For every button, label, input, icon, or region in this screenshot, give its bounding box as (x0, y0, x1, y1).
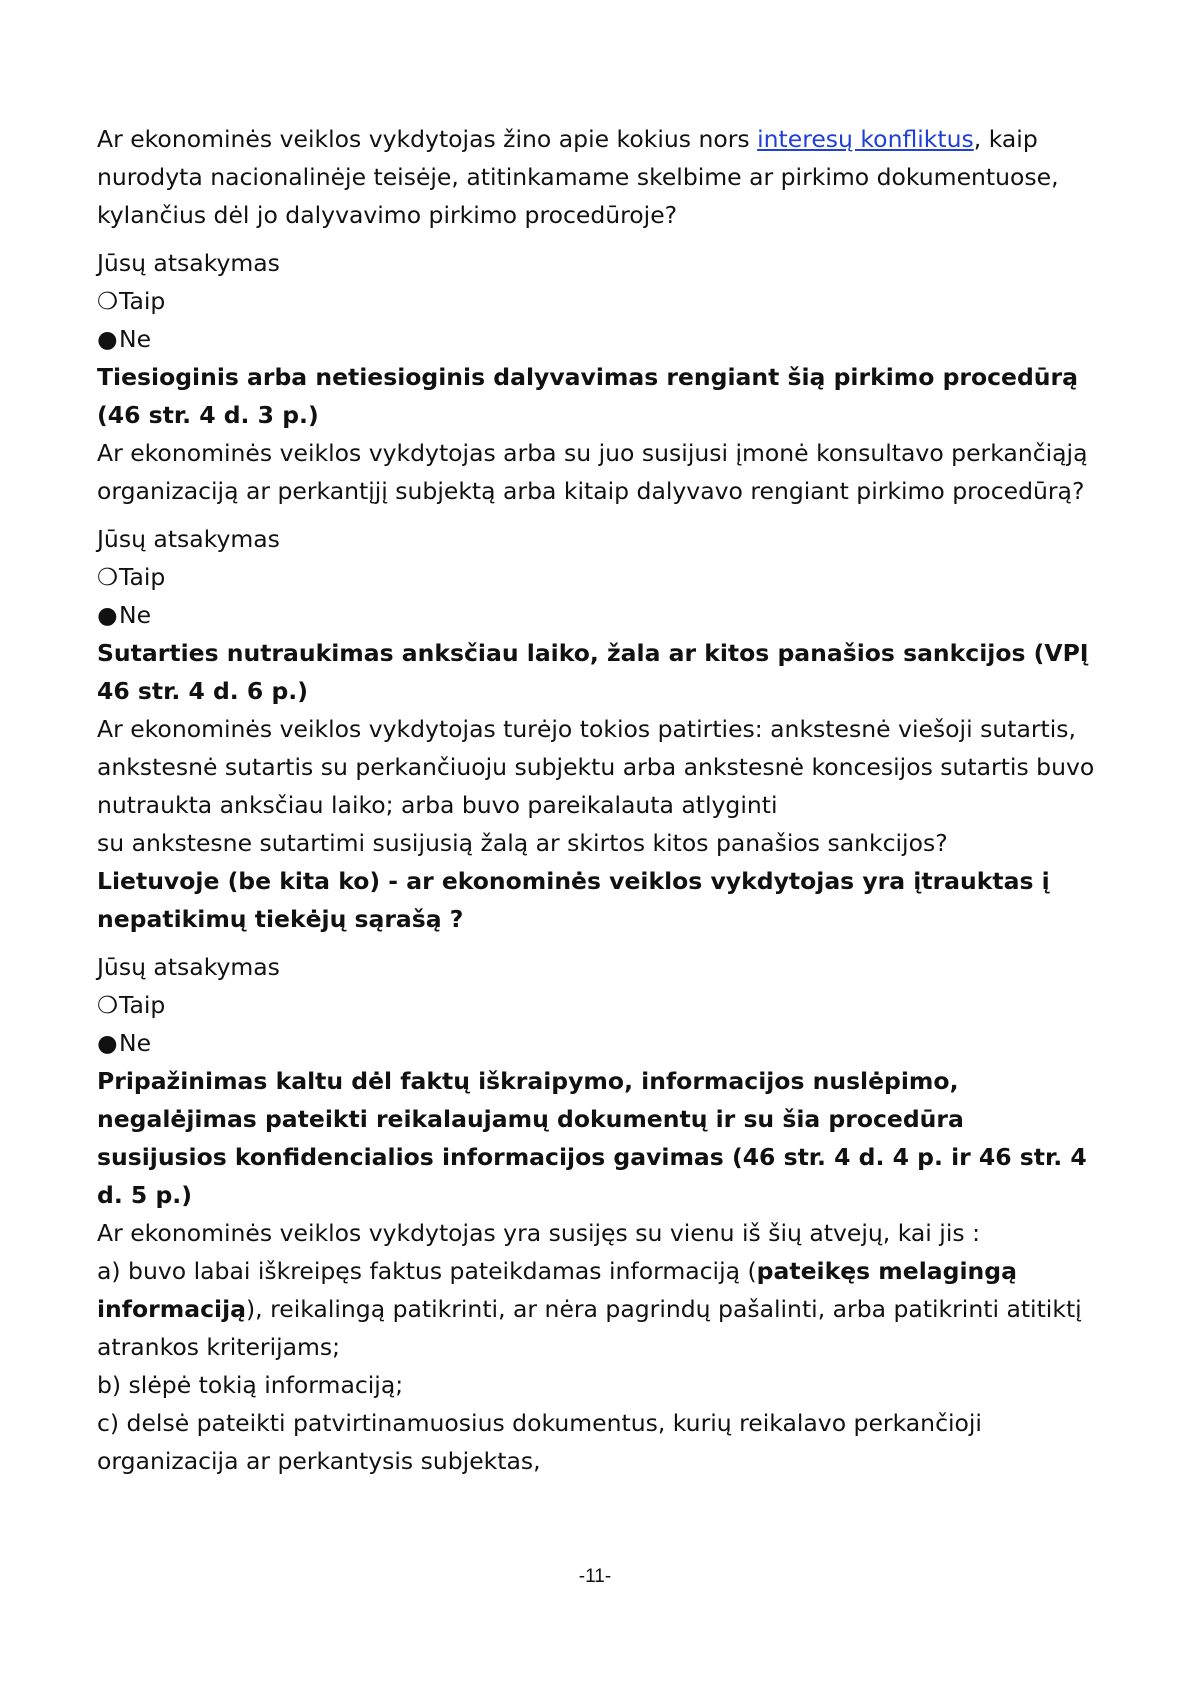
radio-option-yes[interactable]: ❍Taip (97, 986, 1097, 1024)
radio-option-no[interactable]: ●Ne (97, 596, 1097, 634)
radio-option-yes[interactable]: ❍Taip (97, 558, 1097, 596)
page-number: -11- (578, 1566, 612, 1587)
question-text-continued: su ankstesne sutartimi susijusią žalą ar skirtos kitos panašios sankcijos? (97, 829, 948, 857)
radio-empty-icon: ❍ (97, 563, 119, 591)
list-item-b: b) slėpė tokią informaciją; (97, 1371, 404, 1399)
section-heading: Pripažinimas kaltu dėl faktų iškraipymo, informacijos nuslėpimo, negalėjimas pateikti reikalaujamų dokumentų ir su šia procedūra susijusios konfidencialios informacijos gavimas (46 str. 4 d. 4 p. ir 46 str. 4 d. 5 p.) (97, 1067, 1087, 1209)
question-text: Ar ekonominės veiklos vykdytojas turėjo tokios patirties: ankstesnė viešoji sutartis, ankstesnė sutartis su perkančiuoju subjektu arba ankstesnė koncesijos sutartis buvo nutraukta anksčiau laiko; arba buvo pareikalauta atlyginti (97, 715, 1095, 819)
answer-label: Jūsų atsakymas (97, 953, 280, 981)
radio-option-no[interactable]: ●Ne (97, 320, 1097, 358)
radio-filled-icon: ● (97, 601, 118, 629)
list-item-a: a) buvo labai iškreipęs faktus pateikdamas informaciją (pateikęs melagingą informaciją), reikalingą patikrinti, ar nėra pagrindų pašalinti, arba patikrinti atitiktį atrankos kriterijams; (97, 1257, 1082, 1361)
answer-label: Jūsų atsakymas (97, 249, 280, 277)
radio-option-yes[interactable]: ❍Taip (97, 282, 1097, 320)
answer-label: Jūsų atsakymas (97, 525, 280, 553)
radio-empty-icon: ❍ (97, 991, 119, 1019)
question-text: Ar ekonominės veiklos vykdytojas arba su juo susijusi įmonė konsultavo perkančiąją organizaciją ar perkantįjį subjektą arba kitaip dalyvavo rengiant pirkimo procedūrą? (97, 439, 1088, 505)
question-conflict-of-interest (97, 120, 1097, 358)
question-intro: Ar ekonominės veiklos vykdytojas yra susijęs su vienu iš šių atvejų, kai jis : (97, 1219, 980, 1247)
list-item-c: c) delsė pateikti patvirtinamuosius dokumentus, kurių reikalavo perkančioji organizacija ar perkantysis subjektas, (97, 1409, 982, 1475)
section-heading: Tiesioginis arba netiesioginis dalyvavimas rengiant šią pirkimo procedūrą (46 str. 4 d. 3 p.) (97, 363, 1078, 429)
radio-empty-icon: ❍ (97, 287, 119, 315)
radio-option-no[interactable]: ●Ne (97, 1024, 1097, 1062)
section-subheading: Lietuvoje (be kita ko) - ar ekonominės veiklos vykdytojas yra įtrauktas į nepatikimų tiekėjų sąrašą ? (97, 867, 1050, 933)
radio-filled-icon: ● (97, 325, 118, 353)
question-contract-termination (97, 634, 1097, 1062)
question-misrepresentation (97, 1062, 1097, 1480)
section-heading: Sutarties nutraukimas anksčiau laiko, žala ar kitos panašios sankcijos (VPĮ 46 str. 4 d. 6 p.) (97, 639, 1089, 705)
radio-filled-icon: ● (97, 1029, 118, 1057)
conflict-of-interest-link[interactable]: interesų konfliktus (757, 125, 974, 153)
document-page (97, 120, 1097, 1480)
question-participation (97, 358, 1097, 634)
question-text: Ar ekonominės veiklos vykdytojas žino apie kokius nors interesų konfliktus, kaip nurodyta nacionalinėje teisėje, atitinkamame skelbime ar pirkimo dokumentuose, kylančius dėl jo dalyvavimo pirkimo procedūroje? (97, 125, 1059, 229)
